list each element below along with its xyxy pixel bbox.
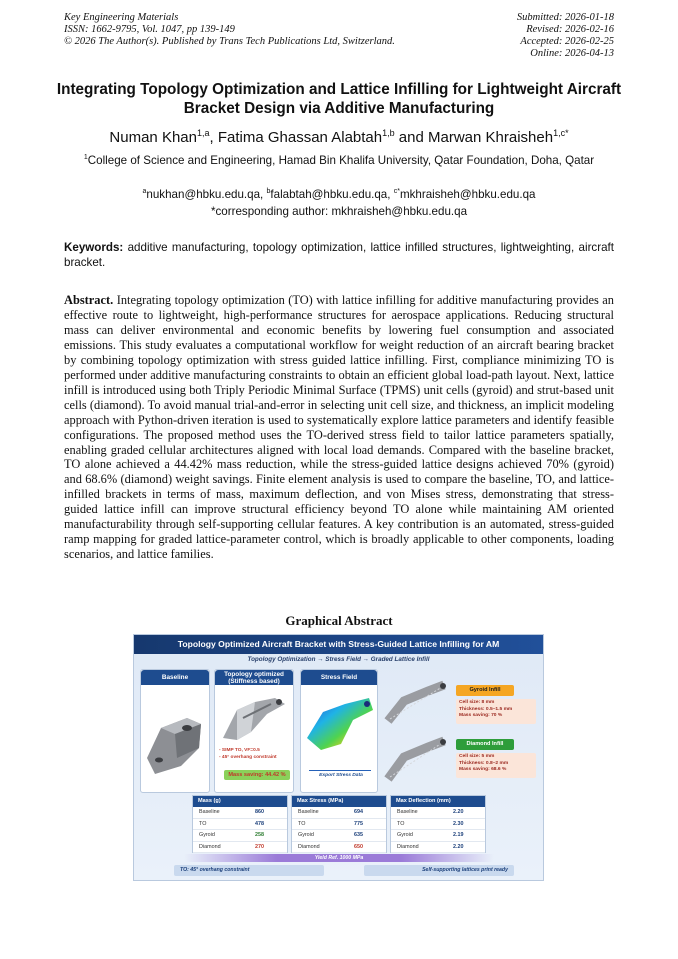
gyroid-info: Cell size: 8 mm Thickness: 0.5–1.5 mm Mass saving: 70 % xyxy=(456,699,536,724)
corresponding-author: *corresponding author: mkhraisheh@hbku.edu.qa xyxy=(210,205,468,218)
email-link[interactable]: nukhan@hbku.edu.qa xyxy=(146,188,261,201)
to-bracket-icon xyxy=(215,688,293,748)
affiliation: $^1$College of Science and Engineering, Hamad Bin Khalifa University, Qatar Foundation, Doha, Qatar xyxy=(83,154,595,167)
email-link[interactable]: falabtah@hbku.edu.qa xyxy=(270,188,388,201)
revised-date: Revised: 2026-02-16 xyxy=(526,24,614,35)
footer-right-note: Self-supporting lattices print ready xyxy=(364,865,514,876)
export-arrow xyxy=(309,770,371,771)
lattice-brackets-icon xyxy=(384,671,450,789)
stress-label: Stress Field xyxy=(301,670,377,685)
table-row: TO 775 xyxy=(292,819,386,831)
table-row: Baseline 694 xyxy=(292,807,386,819)
ga-banner: Topology Optimized Aircraft Bracket with Stress-Guided Lattice Infilling for AM xyxy=(134,635,543,654)
stress-table: Max Stress (MPa) Baseline 694 TO 775 Gyroid 635 Diamond 650 xyxy=(291,795,387,853)
table-row: Diamond 650 xyxy=(292,842,386,854)
keywords-label: Keywords: xyxy=(64,241,124,254)
table-row: Diamond 270 xyxy=(193,842,287,854)
abstract xyxy=(64,293,614,562)
abstract-label: Abstract. xyxy=(64,293,114,307)
baseline-bracket-icon xyxy=(141,688,209,788)
table-row: Baseline 2.20 xyxy=(391,807,485,819)
author: Fatima Ghassan Alabtah$^{1,b}$ xyxy=(217,128,395,146)
table-row: Diamond 2.20 xyxy=(391,842,485,854)
to-mass-saving: Mass saving: 44.42 % xyxy=(224,770,290,780)
to-note-1: - SIMP TO, VF=0.5 xyxy=(219,748,260,753)
mass-table: Mass (g) Baseline 860 TO 478 Gyroid 258 Diamond 270 xyxy=(192,795,288,853)
table-row: Gyroid 258 xyxy=(193,830,287,842)
baseline-panel xyxy=(140,669,210,793)
abstract-text: Integrating topology optimization (TO) with lattice infilling for additive manufacturing provides an effective route to lightweight, high-performance structures for aerospace applications. Reducing structural mass can deliver environmental and economic benefits by lowering fuel consumption and associated emissions. This study evaluates a computational workflow for weight reduction of an aircraft bearing bracket by combining topology optimization with stress guided lattice infilling. First, compliance minimizing TO is performed under additive manufacturing constraints to obtain an efficient global load-path layout. Next, lattice infill is introduced using both Triply Periodic Minimal Surface (TPMS) unit cells (gyroid) and strut-based unit cells (diamond). To avoid manual trial-and-error in selecting unit cell size, and thickness, an implicit modeling approach with Python-driven iteration is used to systematically explore lattice parameters and identify feasible configurations. The proposed method uses the TO-derived stress field to tailor lattice parameters spatially, enabling graded cellular architectures aligned with local load demands. Compared with the baseline bracket, TO alone achieved a 44.42% mass reduction, while the stress-guided lattice designs achieved 70% (gyroid) and 68.6% (diamond) weight savings. Finite element analysis is used to compare the baseline, TO, and lattice-infilled brackets in terms of mass, maximum deflection, and von Mises stress, demonstrating that stress-guided lattice infill can improve structural efficiency beyond TO alone while maintaining AM oriented manufacturability through self-supporting cellular features. A key contribution is an automated, stress-guided ramp mapping for graded lattice-parameter control, which is broadly applicable to other components, loading scenarios, and lattice families. xyxy=(64,293,614,562)
email-list: $^a$nukhan@hbku.edu.qa, $^b$falabtah@hbku.edu.qa, $^{c*}$mkhraisheh@hbku.edu.qa xyxy=(142,188,536,201)
yield-reference: Yield Ref. 1000 MPa xyxy=(184,854,494,862)
table-row: Gyroid 635 xyxy=(292,830,386,842)
keywords xyxy=(64,240,614,270)
issn-line: ISSN: 1662-9795, Vol. 1047, pp 139-149 xyxy=(64,24,235,35)
table-row: Gyroid 2.19 xyxy=(391,830,485,842)
diamond-label: Diamond Infill xyxy=(456,739,514,750)
dates-header xyxy=(517,12,614,60)
export-label: Export Stress Data xyxy=(319,773,363,778)
to-note-2: - 45° overhang constraint xyxy=(219,755,277,760)
author-list: Numan Khan$^{1,a}$, Fatima Ghassan Alabtah$^{1,b}$ and Marwan Khraisheh$^{1,c*}$ xyxy=(109,128,569,146)
keywords-text: additive manufacturing, topology optimization, lattice infilled structures, lightweighting, aircraft bracket. xyxy=(64,241,614,269)
graphical-abstract-figure xyxy=(133,634,544,881)
submitted-date: Submitted: 2026-01-18 xyxy=(516,12,614,23)
table-row: TO 478 xyxy=(193,819,287,831)
journal-name: Key Engineering Materials xyxy=(64,12,179,23)
to-label: Topology optimized (Stiffness based) xyxy=(215,670,293,685)
footer-left-note: TO: 45° overhang constraint xyxy=(174,865,324,876)
diamond-info: Cell size: 5 mm Thickness: 0.8–2 mm Mass saving: 68.6 % xyxy=(456,753,536,778)
email-link[interactable]: mkhraisheh@hbku.edu.qa xyxy=(399,188,536,201)
stress-field-icon xyxy=(301,688,377,768)
journal-header xyxy=(64,12,395,48)
stress-panel xyxy=(300,669,378,793)
ga-flow: Topology Optimization → Stress Field → Graded Lattice Infill xyxy=(247,656,430,663)
accepted-date: Accepted: 2026-02-25 xyxy=(520,36,614,47)
author: Numan Khan$^{1,a}$ xyxy=(109,128,210,146)
author: Marwan Khraisheh$^{1,c*}$ xyxy=(428,128,569,146)
table-row: TO 2.30 xyxy=(391,819,485,831)
copyright-line: © 2026 The Author(s). Published by Trans Tech Publications Ltd, Switzerland. xyxy=(64,36,395,47)
table-row: Baseline 860 xyxy=(193,807,287,819)
online-date: Online: 2026-04-13 xyxy=(530,48,614,59)
deflection-table: Max Deflection (mm) Baseline 2.20 TO 2.30 Gyroid 2.19 Diamond 2.20 xyxy=(390,795,486,853)
baseline-label: Baseline xyxy=(141,670,209,685)
graphical-abstract-heading: Graphical Abstract xyxy=(285,613,393,628)
paper-title: Integrating Topology Optimization and Lattice Infilling for Lightweight Aircraft Bracket Design via Additive Manufacturing xyxy=(56,81,622,117)
gyroid-label: Gyroid Infill xyxy=(456,685,514,696)
